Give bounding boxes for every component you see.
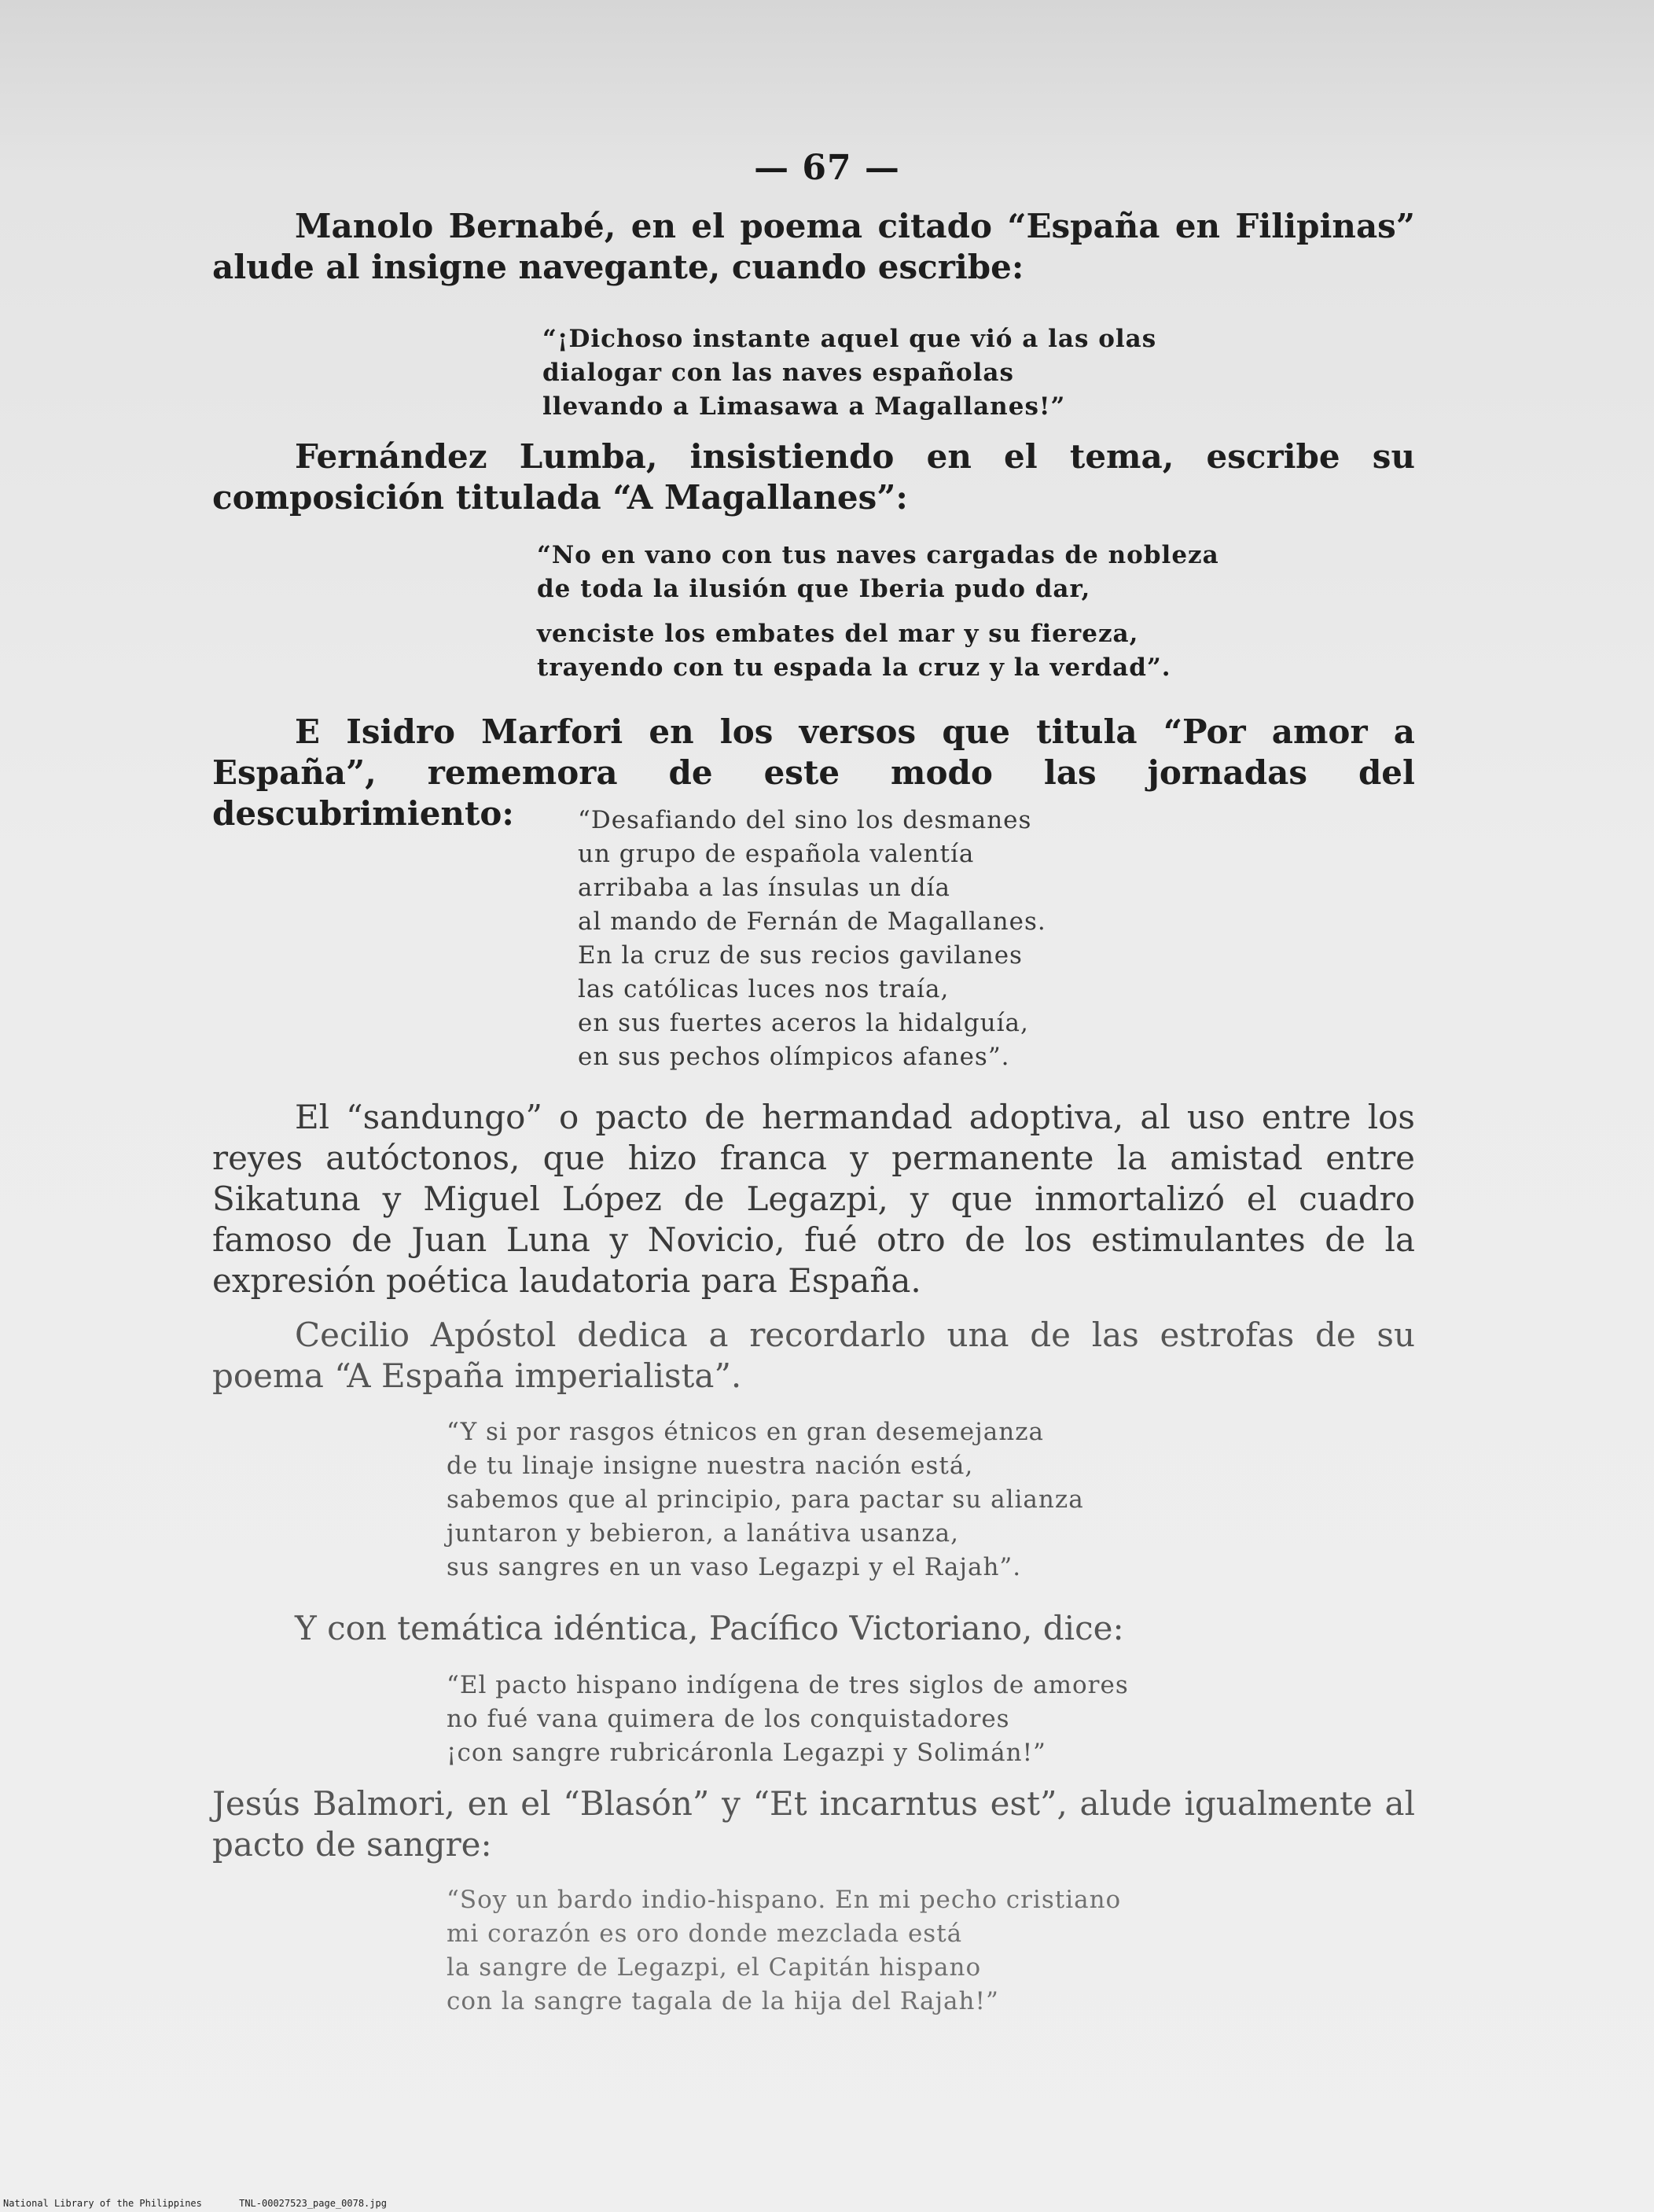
verse-line: trayendo con tu espada la cruz y la verdad”. — [537, 653, 1171, 682]
verse-victoriano — [447, 1669, 1129, 1770]
paragraph-victoriano: Y con temática idéntica, Pacífico Victoriano, dice: — [295, 1609, 1124, 1647]
verse-line: en sus pechos olímpicos afanes”. — [578, 1043, 1010, 1071]
verse-line: al mando de Fernán de Magallanes. — [578, 907, 1046, 936]
paragraph-balmori: Jesús Balmori, en el “Blasón” y “Et incarntus est”, alude igualmente al pacto de sangre: — [212, 1784, 1415, 1864]
verse-line: En la cruz de sus recios gavilanes — [578, 941, 1023, 970]
page-number: — 67 — — [754, 148, 900, 188]
verse-line: ¡con sangre rubricáronla Legazpi y Solimán!” — [447, 1739, 1046, 1767]
verse-line: sus sangres en un vaso Legazpi y el Rajah”. — [447, 1553, 1022, 1581]
verse-line: “¡Dichoso instante aquel que vió a las olas — [542, 325, 1157, 353]
verse-marfori — [578, 804, 1046, 1074]
stanza-gap — [537, 606, 1219, 617]
verse-line: en sus fuertes aceros la hidalguía, — [578, 1009, 1029, 1037]
verse-line: “No en vano con tus naves cargadas de nobleza — [537, 541, 1219, 569]
verse-line: con la sangre tagala de la hija del Rajah!” — [447, 1987, 999, 2015]
verse-line: “El pacto hispano indígena de tres siglos de amores — [447, 1671, 1129, 1699]
verse-line: un grupo de española valentía — [578, 840, 975, 868]
paragraph-bernabe: Manolo Bernabé, en el poema citado “España en Filipinas” alude al insigne navegante, cuando escribe: — [212, 207, 1415, 286]
paragraph-apostol: Cecilio Apóstol dedica a recordarlo una de las estrofas de su poema “A España imperialista”. — [212, 1316, 1415, 1395]
footer-file-id: TNL-00027523_page_0078.jpg — [239, 2198, 387, 2209]
verse-line: “Soy un bardo indio-hispano. En mi pecho cristiano — [447, 1886, 1122, 1914]
verse-line: no fué vana quimera de los conquistadores — [447, 1705, 1010, 1733]
verse-line: mi corazón es oro donde mezclada está — [447, 1919, 963, 1948]
verse-line: llevando a Limasawa a Magallanes!” — [542, 392, 1066, 421]
verse-line: la sangre de Legazpi, el Capitán hispano — [447, 1953, 982, 1982]
verse-line: venciste los embates del mar y su fiereza, — [537, 620, 1139, 648]
paragraph-lumba: Fernández Lumba, insistiendo en el tema, escribe su composición titulada “A Magallanes”: — [212, 437, 1415, 517]
verse-line: “Y si por rasgos étnicos en gran desemejanza — [447, 1418, 1045, 1446]
verse-balmori — [447, 1883, 1121, 2019]
verse-line: dialogar con las naves españolas — [542, 359, 1014, 387]
verse-line: de tu linaje insigne nuestra nación está, — [447, 1452, 974, 1480]
paragraph-sandungo: El “sandungo” o pacto de hermandad adoptiva, al uso entre los reyes autóctonos, que hizo franca y permanente la amistad entre Sikatuna y Miguel López de Legazpi, y que inmortalizó el cuadro famoso de Juan Luna y Novicio, fué otro de los estimulantes de la expresión poética laudatoria para España. — [212, 1098, 1415, 1300]
verse-bernabe — [542, 322, 1156, 424]
verse-line: juntaron y bebieron, a lanátiva usanza, — [447, 1519, 959, 1548]
footer-library: National Library of the Philippines — [3, 2198, 202, 2209]
verse-line: de toda la ilusión que Iberia pudo dar, — [537, 575, 1091, 603]
verse-line: “Desafiando del sino los desmanes — [578, 806, 1032, 834]
paragraph-marfori: E Isidro Marfori en los versos que titula “Por amor a España”, rememora de este modo las jornadas del descubrimiento: — [212, 712, 1415, 833]
verse-apostol — [447, 1415, 1084, 1584]
scan-footer — [3, 2198, 418, 2209]
verse-lumba — [537, 539, 1219, 685]
verse-line: las católicas luces nos traía, — [578, 975, 950, 1003]
verse-line: arribaba a las ínsulas un día — [578, 874, 950, 902]
verse-line: sabemos que al principio, para pactar su alianza — [447, 1485, 1084, 1514]
